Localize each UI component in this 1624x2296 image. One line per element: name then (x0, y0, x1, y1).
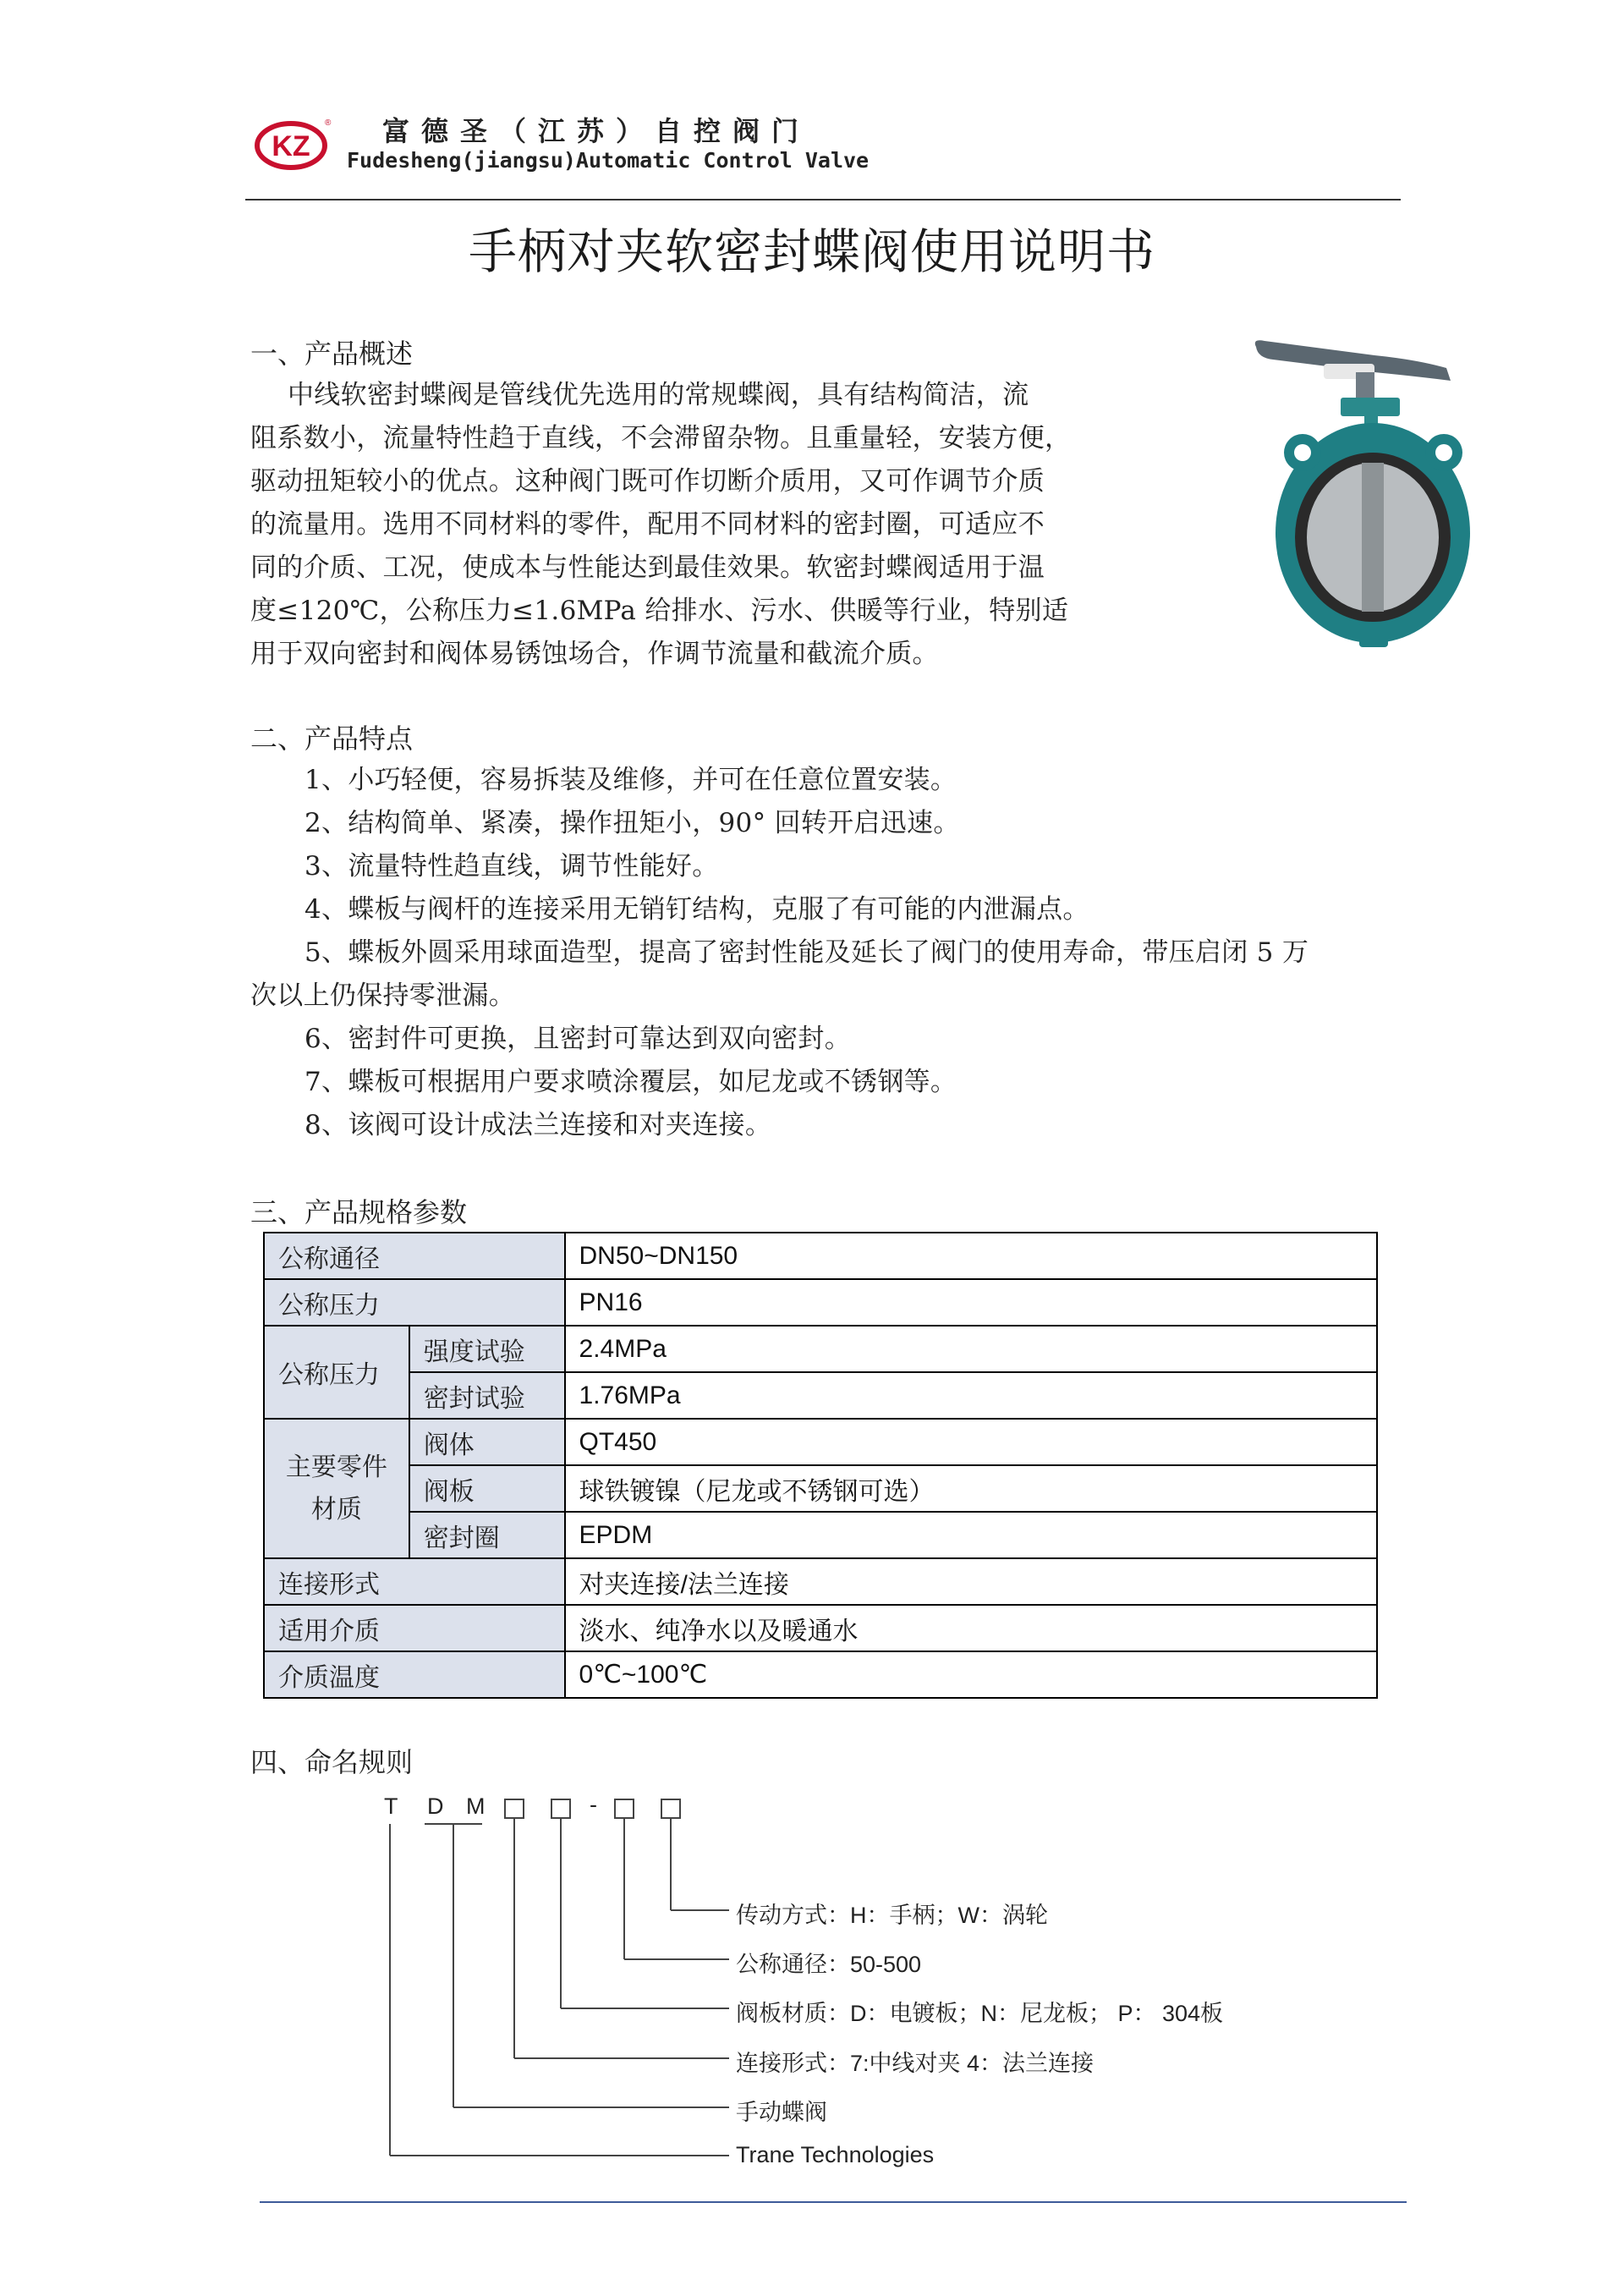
spec-sublabel: 阀板 (409, 1465, 565, 1512)
feature-item: 1、小巧轻便，容易拆装及维修，并可在任意位置安装。 (304, 765, 957, 795)
section-naming-heading: 四、命名规则 (250, 1746, 414, 1778)
feature-item: 7、蝶板可根据用户要求喷涂覆层，如尼龙或不锈钢等。 (304, 1067, 957, 1097)
section-overview-heading: 一、产品概述 (250, 338, 414, 370)
spec-group-label: 公称压力 (264, 1326, 409, 1419)
spec-label: 介质温度 (264, 1651, 565, 1698)
spec-label: 连接形式 (264, 1558, 565, 1605)
spec-label: 公称压力 (264, 1279, 565, 1326)
spec-value: 对夹连接/法兰连接 (565, 1558, 1377, 1605)
spec-sublabel: 密封圈 (409, 1512, 565, 1558)
spec-sublabel: 阀体 (409, 1419, 565, 1465)
company-name-en: Fudesheng(jiangsu)Automatic Control Valve (347, 148, 870, 173)
feature-item-continuation: 次以上仍保持零泄漏。 (250, 980, 515, 1011)
overview-line: 中线软密封蝶阀是管线优先选用的常规蝶阀，具有结构简洁，流 (288, 380, 1029, 410)
spec-label: 公称通径 (264, 1233, 565, 1279)
naming-label: 公称通径：50-500 (736, 1952, 922, 1977)
feature-item: 4、蝶板与阀杆的连接采用无销钉结构，克服了有可能的内泄漏点。 (304, 894, 1089, 925)
code-letter-m: M (466, 1793, 486, 1819)
spec-value: 淡水、纯净水以及暖通水 (565, 1605, 1377, 1651)
document-title: 手柄对夹软密封蝶阀使用说明书 (469, 224, 1155, 280)
spec-value: 1.76MPa (565, 1372, 1377, 1419)
spec-label: 适用介质 (264, 1605, 565, 1651)
spec-value: 球铁镀镍（尼龙或不锈钢可选） (565, 1465, 1377, 1512)
spec-group-label: 主要零件 材质 (264, 1419, 409, 1558)
section-features-heading: 二、产品特点 (250, 722, 414, 755)
code-letter-d: D (427, 1793, 444, 1819)
logo-text: KZ (272, 130, 310, 162)
naming-label: 手动蝶阀 (736, 2100, 827, 2125)
naming-label: 阀板材质：D：电镀板；N：尼龙板； P： 304板 (736, 2001, 1224, 2026)
spec-value: DN50~DN150 (565, 1233, 1377, 1279)
naming-label: Trane Technologies (736, 2142, 935, 2167)
feature-item: 2、结构简单、紧凑，操作扭矩小，90° 回转开启迅速。 (304, 808, 960, 838)
company-name-cn: 富德圣（江苏）自控阀门 (382, 115, 811, 147)
overview-line: 度≤120℃，公称压力≤1.6MPa 给排水、污水、供暖等行业，特别适 (250, 596, 1069, 626)
spec-sublabel: 强度试验 (409, 1326, 565, 1372)
feature-item: 3、流量特性趋直线，调节性能好。 (304, 851, 719, 882)
overview-line: 用于双向密封和阀体易锈蚀场合，作调节流量和截流介质。 (250, 639, 939, 669)
overview-line: 驱动扭矩较小的优点。这种阀门既可作切断介质用，又可作调节介质 (250, 466, 1045, 497)
overview-line: 阻系数小，流量特性趋于直线，不会滞留杂物。且重量轻，安装方便， (250, 423, 1072, 453)
naming-label: 传动方式：H：手柄；W：涡轮 (736, 1903, 1048, 1928)
feature-item: 5、蝶板外圆采用球面造型，提高了密封性能及延长了阀门的使用寿命，带压启闭 5 万 (304, 937, 1309, 968)
svg-text:®: ® (325, 118, 332, 128)
footer-divider (260, 2201, 1407, 2203)
spec-value: 0℃~100℃ (565, 1651, 1377, 1698)
code-letter-t: T (384, 1793, 398, 1819)
spec-value: QT450 (565, 1419, 1377, 1465)
overview-line: 的流量用。选用不同材料的零件，配用不同材料的密封圈，可适应不 (250, 509, 1045, 540)
naming-label: 连接形式：7:中线对夹 4：法兰连接 (736, 2051, 1095, 2076)
overview-line: 同的介质、工况，使成本与性能达到最佳效果。软密封蝶阀适用于温 (250, 552, 1045, 583)
section-specs-heading: 三、产品规格参数 (250, 1196, 468, 1228)
spec-value: EPDM (565, 1512, 1377, 1558)
spec-value: PN16 (565, 1279, 1377, 1326)
code-dash: - (590, 1792, 597, 1817)
spec-sublabel: 密封试验 (409, 1372, 565, 1419)
feature-item: 8、该阀可设计成法兰连接和对夹连接。 (304, 1110, 772, 1140)
spec-value: 2.4MPa (565, 1326, 1377, 1372)
feature-item: 6、密封件可更换，且密封可靠达到双向密封。 (304, 1024, 852, 1054)
